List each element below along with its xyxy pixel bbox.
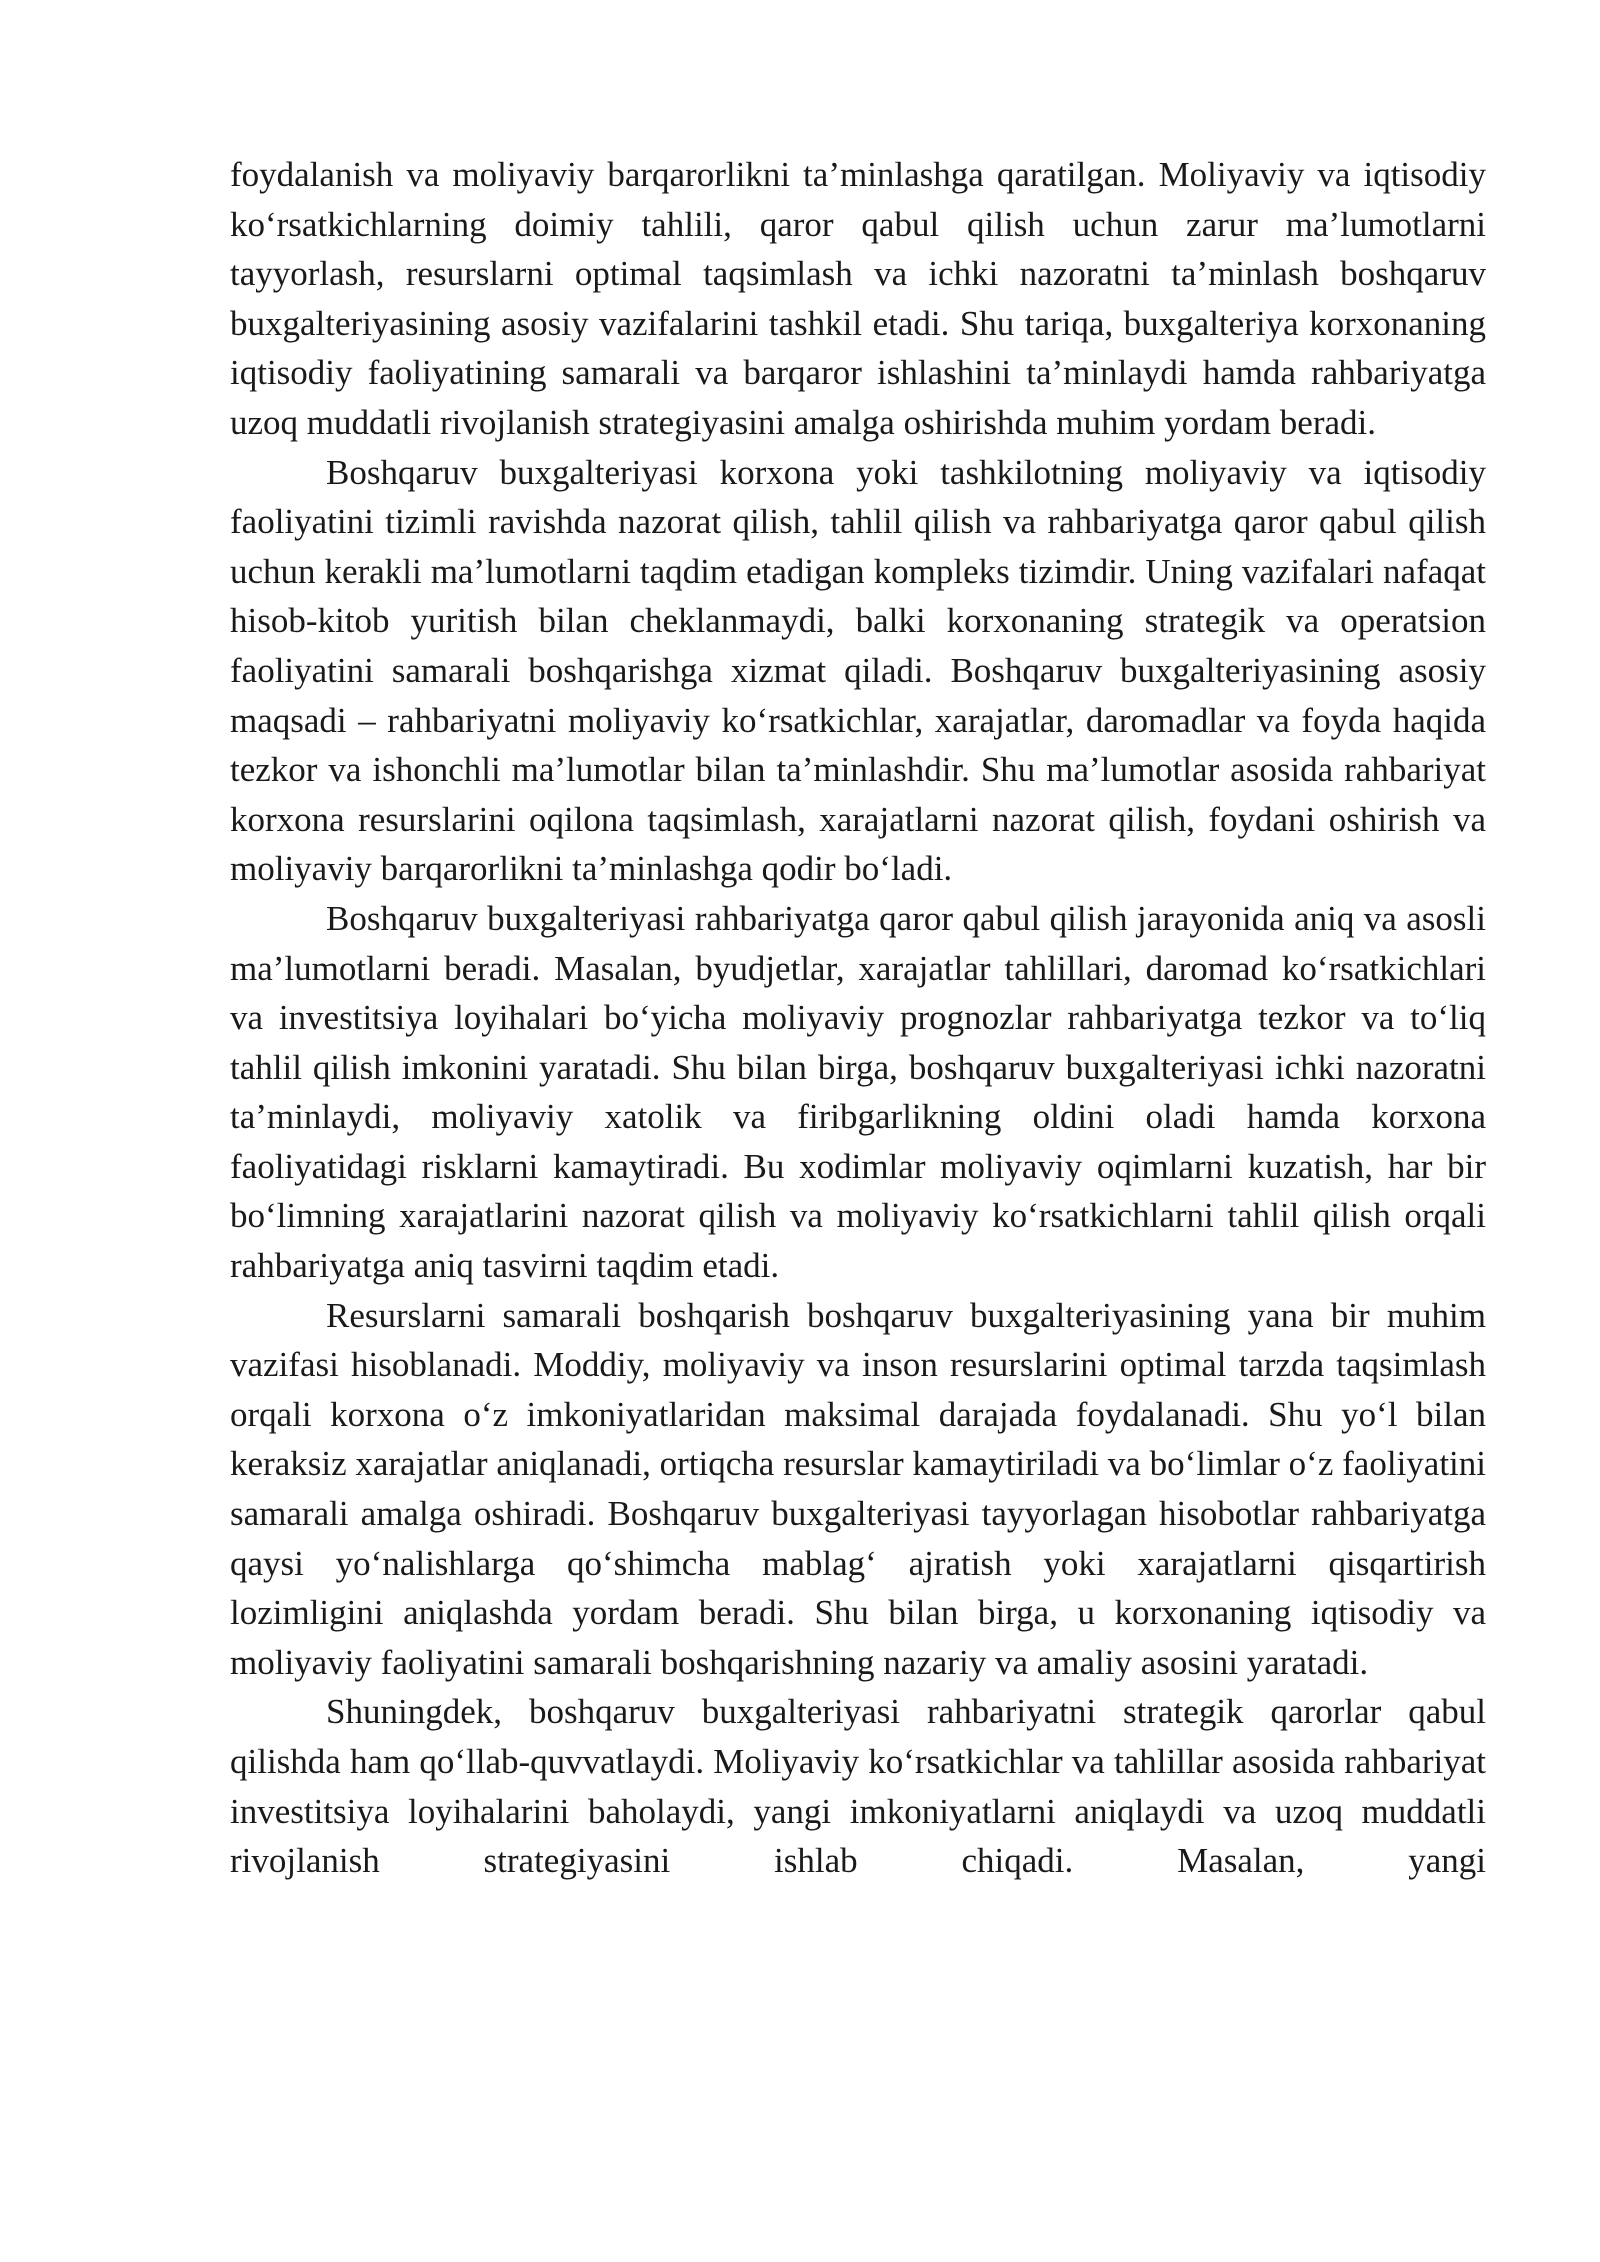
paragraph-4: Resurslarni samarali boshqarish boshqaruv buxgalteriyasining yana bir muhim vazifasi hisoblanadi. Moddiy, moliyaviy va inson resurslarini optimal tarzda taqsimlash orqali korxona o‘z imkoniyatlaridan maksimal darajada foydalanadi. Shu yo‘l bilan keraksiz xarajatlar aniqlanadi, ortiqcha resurslar kamaytiriladi va bo‘limlar o‘z faoliyatini samarali amalga oshiradi. Boshqaruv buxgalteriyasi tayyorlagan hisobotlar rahbariyatga qaysi yo‘nalishlarga qo‘shimcha mablag‘ ajratish yoki xarajatlarni qisqartirish lozimligini aniqlashda yordam beradi. Shu bilan birga, u korxonaning iqtisodiy va moliyaviy faoliyatini samarali boshqarishning nazariy va amaliy asosini yaratadi. [230, 1295, 1486, 1682]
paragraph-1: foydalanish va moliyaviy barqarorlikni ta’minlashga qaratilgan. Moliyaviy va iqtisodiy ko‘rsatkichlarning doimiy tahlili, qaror qabul qilish uchun zarur ma’lumotlarni tayyorlash, resurslarni optimal taqsimlash va ichki nazoratni ta’minlash boshqaruv buxgalteriyasining asosiy vazifalarini tashkil etadi. Shu tariqa, buxgalteriya korxonaning iqtisodiy faoliyatining samarali va barqaror ishlashini ta’minlaydi hamda rahbariyatga uzoq muddatli rivojlanish strategiyasini amalga oshirishda muhim yordam beradi. [230, 155, 1486, 442]
paragraph-2: Boshqaruv buxgalteriyasi korxona yoki tashkilotning moliyaviy va iqtisodiy faoliyatini tizimli ravishda nazorat qilish, tahlil qilish va rahbariyatga qaror qabul qilish uchun kerakli ma’lumotlarni taqdim etadigan kompleks tizimdir. Uning vazifalari nafaqat hisob-kitob yuritish bilan cheklanmaydi, balki korxonaning strategik va operatsion faoliyatini samarali boshqarishga xizmat qiladi. Boshqaruv buxgalteriyasining asosiy maqsadi – rahbariyatni moliyaviy ko‘rsatkichlar, xarajatlar, daromadlar va foyda haqida tezkor va ishonchli ma’lumotlar bilan ta’minlashdir. Shu ma’lumotlar asosida rahbariyat korxona resurslarini oqilona taqsimlash, xarajatlarni nazorat qilish, foydani oshirish va moliyaviy barqarorlikni ta’minlashga qodir bo‘ladi. [230, 452, 1486, 889]
paragraph-5: Shuningdek, boshqaruv buxgalteriyasi rahbariyatni strategik qarorlar qabul qilishda ham qo‘llab-quvvatlaydi. Moliyaviy ko‘rsatkichlar va tahlillar asosida rahbariyat investitsiya loyihalarini baholaydi, yangi imkoniyatlarni aniqlaydi va uzoq muddatli rivojlanish strategiyasini ishlab chiqadi. Masalan, yangi [230, 1692, 1486, 1881]
document-page [230, 150, 1486, 1886]
paragraph-3: Boshqaruv buxgalteriyasi rahbariyatga qaror qabul qilish jarayonida aniq va asosli ma’lumotlarni beradi. Masalan, byudjetlar, xarajatlar tahlillari, daromad ko‘rsatkichlari va investitsiya loyihalari bo‘yicha moliyaviy prognozlar rahbariyatga tezkor va to‘liq tahlil qilish imkonini yaratadi. Shu bilan birga, boshqaruv buxgalteriyasi ichki nazoratni ta’minlaydi, moliyaviy xatolik va firibgarlikning oldini oladi hamda korxona faoliyatidagi risklarni kamaytiradi. Bu xodimlar moliyaviy oqimlarni kuzatish, har bir bo‘limning xarajatlarini nazorat qilish va moliyaviy ko‘rsatkichlarni tahlil qilish orqali rahbariyatga aniq tasvirni taqdim etadi. [230, 898, 1486, 1286]
